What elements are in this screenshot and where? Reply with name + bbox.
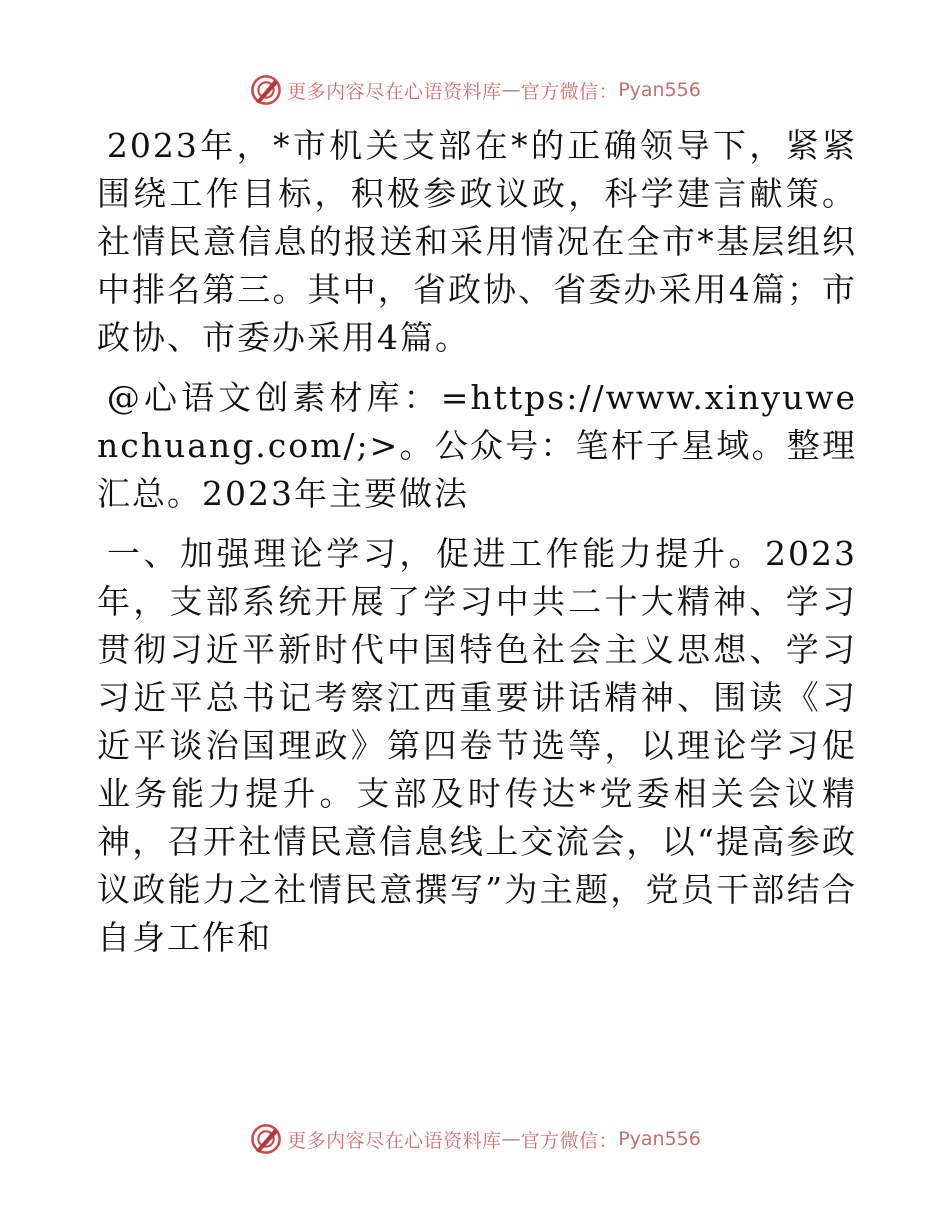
banner-main-text: 更多内容尽在心语资料库 (287, 80, 502, 103)
banner-wechat-id: Pyan556 (618, 79, 701, 101)
banner-official-text: 官方微信： (520, 80, 619, 103)
footer-watermark-banner (0, 1117, 950, 1161)
pen-logo-icon (249, 73, 283, 107)
paragraph-intro: 2023年，*市机关支部在*的正确领导下，紧紧围绕工作目标，积极参政议政，科学建言献策。社情民意信息的报送和采用情况在全市*基层组织中排名第三。其中，省政协、省委办采用4篇；市政协、市委办采用4篇。 (97, 126, 857, 357)
banner-official-text: 官方微信： (520, 1129, 619, 1152)
banner-main-text: 更多内容尽在心语资料库 (287, 1129, 502, 1152)
paragraph-section-one: 一、加强理论学习，促进工作能力提升。2023年，支部系统开展了学习中共二十大精神、学习贯彻习近平新时代中国特色社会主义思想、学习习近平总书记考察江西重要讲话精神、围读《习近平谈治国理政》第四卷节选等，以理论学习促业务能力提升。支部及时传达*党委相关会议精神，召开社情民意信息线上交流会，以“提高参政议政能力之社情民意撰写”为主题，党员干部结合自身工作和 (97, 534, 857, 957)
banner-separator: — (501, 1128, 521, 1150)
banner-wechat-id: Pyan556 (618, 1128, 701, 1150)
header-watermark-banner (0, 68, 950, 112)
paragraph-source: @心语文创素材库：=https://www.xinyuwenchuang.com/;>。公众号：笔杆子星域。整理汇总。2023年主要做法 (97, 378, 857, 513)
pen-logo-icon (249, 1122, 283, 1156)
document-body (97, 122, 857, 962)
banner-separator: — (501, 79, 521, 101)
